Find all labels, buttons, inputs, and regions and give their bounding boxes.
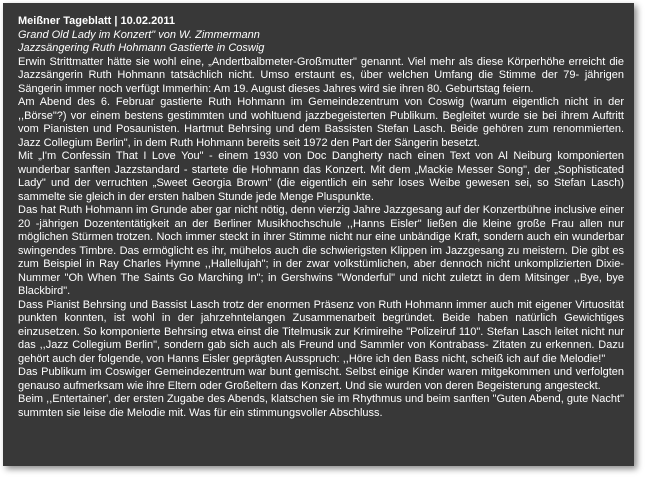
paragraph-audience: Das Publikum im Coswiger Gemeindezentrum war bunt gemischt. Selbst einige Kinder waren mitgekommen und verfolgten genauso aufmerksam wie ihre Eltern oder Großeltern das Konzert. Und sie wurden von deren Begeisterung angesteckt. <box>18 366 624 392</box>
paragraph-opening-songs: Mit „I'm Confessin That I Love You" - einem 1930 von Doc Dangherty nach einen Text von Al Neiburg komponierten wunderbar sanften Jazzstandard - startete die Hohmann das Konzert. Mit dem „Mackie Messer Song", der „Sophisticated Lady" und der verruchten „Sweet Georgia Brown" (die eigentlich ein sehr loses Weibe gewesen sei, so Stefan Lasch) sammelte sie gleich in der ersten halben Stunde jede Menge Pluspunkte. <box>18 150 624 203</box>
paragraph-encore: Beim ,,Entertainer', der ersten Zugabe des Abends, klatschen sie im Rhythmus und beim sanften "Guten Abend, gute Nacht" summten sie leise die Melodie mit. Was für ein stimmungsvoller Abschluss. <box>18 393 624 419</box>
article-subtitle-headline: Jazzsängering Ruth Hohmann Gastierte in Coswig <box>18 42 265 54</box>
paragraph-intro: Erwin Strittmatter hätte sie wohl eine, „Andertbalbmeter-Großmutter" genannt. Viel mehr als diese Körperhöhe erreicht die Jazzsängerin Ruth Hohmann tatsächlich nicht. Umso erstaunt es, über welchen Umfang die Stimme der 79- jährigen Sängerin immer noch verfügt Immerhin: Am 19. August dieses Jahres wird sie ihren 80. Geburtstag feiern. <box>18 55 624 95</box>
article-panel <box>3 3 634 466</box>
paragraph-voice: Das hat Ruth Hohmann im Grunde aber gar nicht nötig, denn vierzig Jahre Jazzgesang auf der Konzertbühne inclusive einer 20 -jährigen Dozententätigkeit an der Berliner Musikhochschule ,,Hanns Eisler" ließen die kleine große Frau allen nur möglichen Stürmen trotzen. Noch immer steckt in ihrer Stimme nicht nur eine unbändige Kraft, sondern auch ein wunderbar swingendes Timbre. Das ermöglicht es ihr, mühelos auch die schwierigsten Klippen im Jazzgesang zu meistern. Die gibt es zum Beispiel in Ray Charles Hymne ,,Hallellujah"; in der zwar volkstümlichen, aber dennoch nicht unkomplizierten Dixie-Nummer "Oh When The Saints Go Marching In"; in Gershwins "Wonderful" und nicht zuletzt in dem Mitsinger ,,Bye, bye Blackbird". <box>18 204 624 297</box>
article-subtitle-author: Grand Old Lady im Konzert" von W. Zimmermann <box>18 28 260 41</box>
paragraph-concert-evening: Am Abend des 6. Februar gastierte Ruth Hohmann im Gemeindezentrum von Coswig (warum eigentlich nicht in der ,,Börse"?) vor einem bestens gestimmten und wohltuend jazzbegeisterten Publikum. Begleitet wurde sie bei ihrem Auftritt vom Pianisten und Posaunisten. Hartmut Behrsing und dem Bassisten Stefan Lasch. Beide gehören zum renommierten. Jazz Collegium Berlin", in dem Ruth Hohmann bereits seit 1972 den Part der Sängerin besetzt. <box>18 96 624 149</box>
paragraph-musicians: Dass Pianist Behrsing und Bassist Lasch trotz der enormen Präsenz von Ruth Hohmann immer auch mit eigener Virtuosität punkten konnten, ist wohl in der jahrzehntelangen Zusammenarbeit begründet. Beide haben natürlich Gewichtiges einzusetzen. So komponierte Behrsing etwa einst die Titelmusik zur Krimireihe "Polizeiruf 110". Stefan Lasch leitet nicht nur das ,,Jazz Collegium Berlin", sondern gab sich auch als Freund und Sammler von Kontrabass- Zitaten zu erkennen. Dazu gehört auch der folgende, von Hanns Eisler geprägten Ausspruch: ,,Höre ich den Bass nicht, scheiß ich auf die Melodie!" <box>18 298 624 365</box>
article-title: Meißner Tageblatt | 10.02.2011 <box>18 15 175 27</box>
